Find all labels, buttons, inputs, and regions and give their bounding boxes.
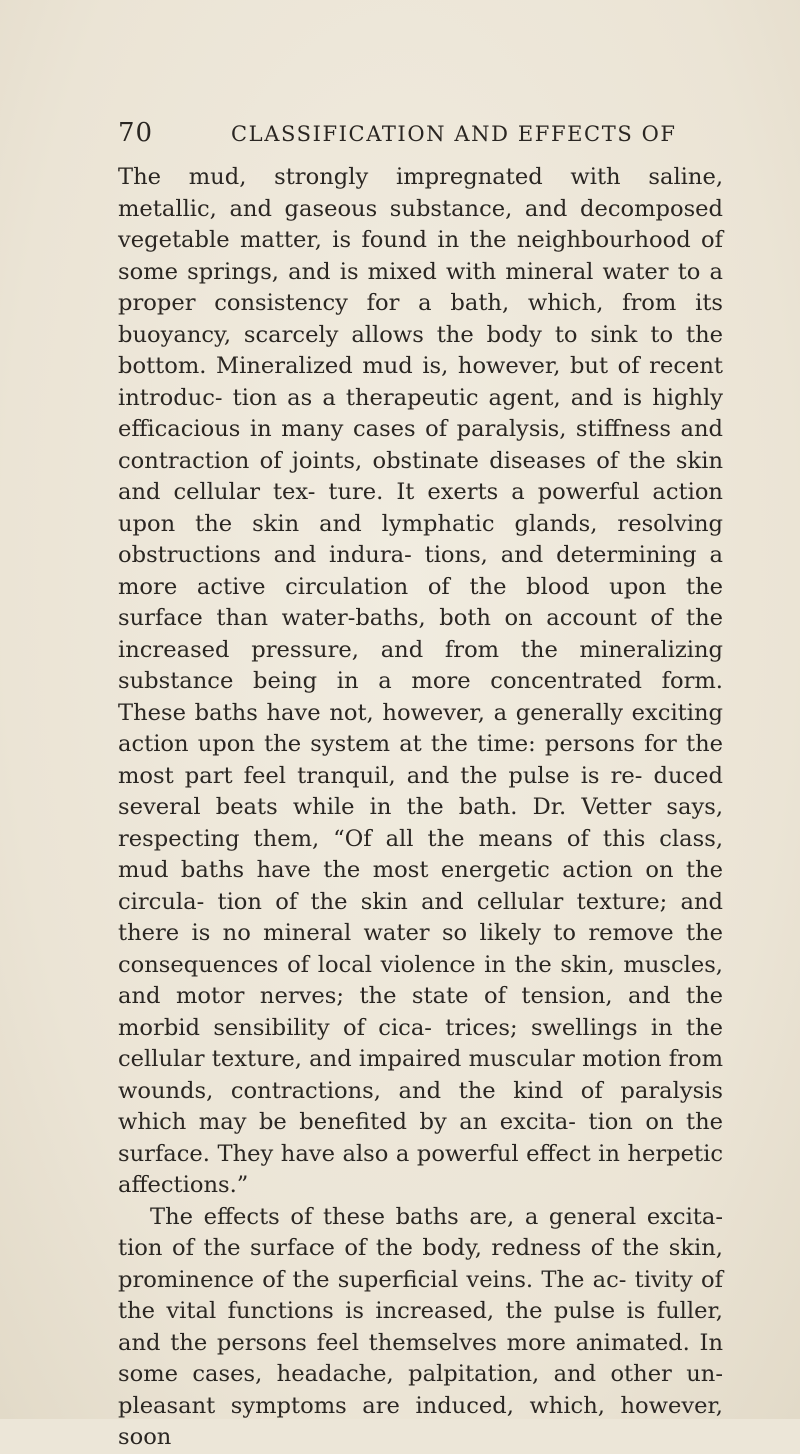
body-text [118,162,723,1454]
paragraph-effects: The effects of these baths are, a general excita- tion of the surface of the body, redness of the skin, prominence of the superficial veins. The ac- tivity of the vital functions is increased, the pulse is fuller, and the persons feel themselves more animated. In some cases, headache, palpitation, and other un- pleasant symptoms are induced, which, however, soon [118,1203,723,1450]
paragraph-mud-baths: The mud, strongly impregnated with saline, metallic, and gaseous substance, and decomposed vegetable matter, is found in the neighbourhood of some springs, and is mixed with mineral water to a proper consistency for a bath, which, from its buoyancy, scarcely allows the body to sink to the bottom. Mineralized mud is, however, but of recent introduc- tion as a therapeutic agent, and is highly efficacious in many cases of paralysis, stiffness and contraction of joints, obstinate diseases of the skin and cellular tex- ture. It exerts a powerful action upon the skin and lymphatic glands, resolving obstructions and indura- tions, and determining a more active circulation of the blood upon the surface than water-baths, both on account of the increased pressure, and from the mineralizing substance being in a more concentrated form. These baths have not, however, a generally exciting action upon the system at the time: persons for the most part feel tranquil, and the pulse is re- duced several beats while in the bath. Dr. Vetter says, respecting them, “Of all the means of this class, mud baths have the most energetic action on the circula- tion of the skin and cellular texture; and there is no mineral water so likely to remove the consequences of local violence in the skin, muscles, and motor nerves; the state of tension, and the morbid sensibility of cica- trices; swellings in the cellular texture, and impaired muscular motion from wounds, contractions, and the kind of paralysis which may be benefited by an excita- tion on the surface. They have also a powerful effect in herpetic affections.” [118,164,723,1198]
page-number: 70 [118,118,154,148]
running-head: CLASSIFICATION AND EFFECTS OF [231,122,677,146]
page-header [118,118,718,154]
